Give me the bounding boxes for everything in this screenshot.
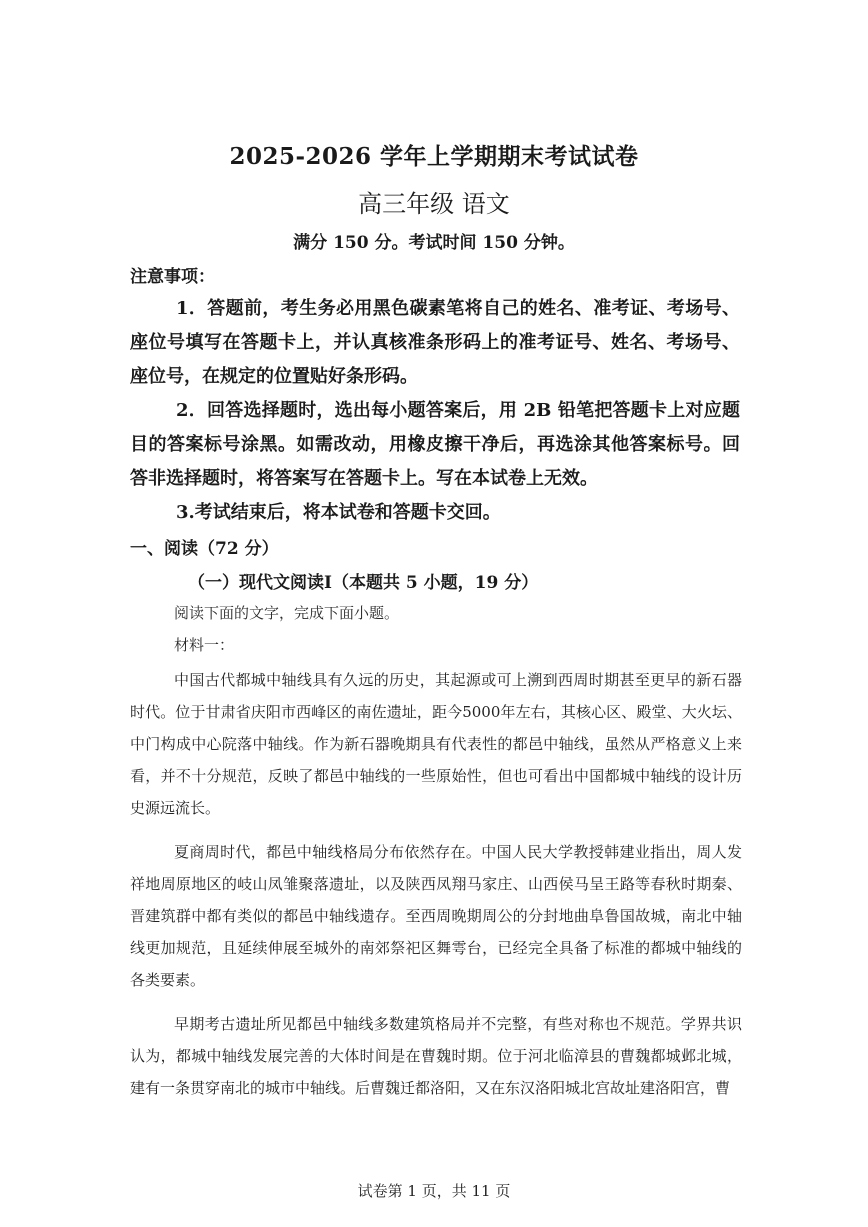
reading-instruction: 阅读下面的文字，完成下面小题。 — [174, 604, 400, 622]
notice-item: 3.考试结束后，将本试卷和答题卡交回。 — [176, 502, 501, 523]
passage-paragraph: 中国古代都城中轴线具有久远的历史，其起源或可上溯到西周时期甚至更早的新石器时代。位于甘肃省庆阳市西峰区的南佐遗址，距今5000年左右，其核心区、殿堂、大火坛、中门构成中心院落中轴线。作为新石器晚期具有代表性的都邑中轴线，虽然从严格意义上来看，并不十分规范，反映了都邑中轴线的一些原始性，但也可看出中国都城中轴线的设计历史源远流长。 — [130, 671, 742, 817]
notice-item: 1．答题前，考生务必用黑色碳素笔将自己的姓名、准考证、考场号、座位号填写在答题卡上，并认真核准条形码上的准考证号、姓名、考场号、座位号，在规定的位置贴好条形码。 — [130, 298, 740, 387]
subsection-heading: （一）现代文阅读Ⅰ（本题共 5 小题，19 分） — [188, 573, 539, 593]
exam-title: 2025-2026 学年上学期期末考试试卷 — [229, 143, 639, 170]
exam-subtitle: 高三年级 语文 — [358, 190, 510, 218]
passage-paragraph: 早期考古遗址所见都邑中轴线多数建筑格局并不完整，有些对称也不规范。学界共识认为，都城中轴线发展完善的大体时间是在曹魏时期。位于河北临漳县的曹魏都城邺北城，建有一条贯穿南北的城市中轴线。后曹魏迁都洛阳，又在东汉洛阳城北宫故址建洛阳宫，曹 — [130, 1015, 742, 1097]
section-heading: 一、阅读（72 分） — [130, 539, 279, 559]
notice-item: 2．回答选择题时，选出每小题答案后，用 2B 铅笔把答题卡上对应题目的答案标号涂黑。如需改动，用橡皮擦干净后，再选涂其他答案标号。回答非选择题时，将答案写在答题卡上。写在本试卷上无效。 — [130, 400, 740, 489]
notice-heading: 注意事项： — [130, 267, 215, 287]
score-line: 满分 150 分。考试时间 150 分钟。 — [293, 233, 575, 253]
material-label: 材料一： — [174, 636, 235, 654]
page-footer: 试卷第 1 页，共 11 页 — [357, 1182, 511, 1200]
passage-paragraph: 夏商周时代，都邑中轴线格局分布依然存在。中国人民大学教授韩建业指出，周人发祥地周原地区的岐山凤雏聚落遗址，以及陕西凤翔马家庄、山西侯马呈王路等春秋时期秦、晋建筑群中都有类似的都邑中轴线遗存。至西周晚期周公的分封地曲阜鲁国故城，南北中轴线更加规范，且延续伸展至城外的南郊祭祀区舞雩台，已经完全具备了标准的都城中轴线的各类要素。 — [130, 843, 742, 989]
